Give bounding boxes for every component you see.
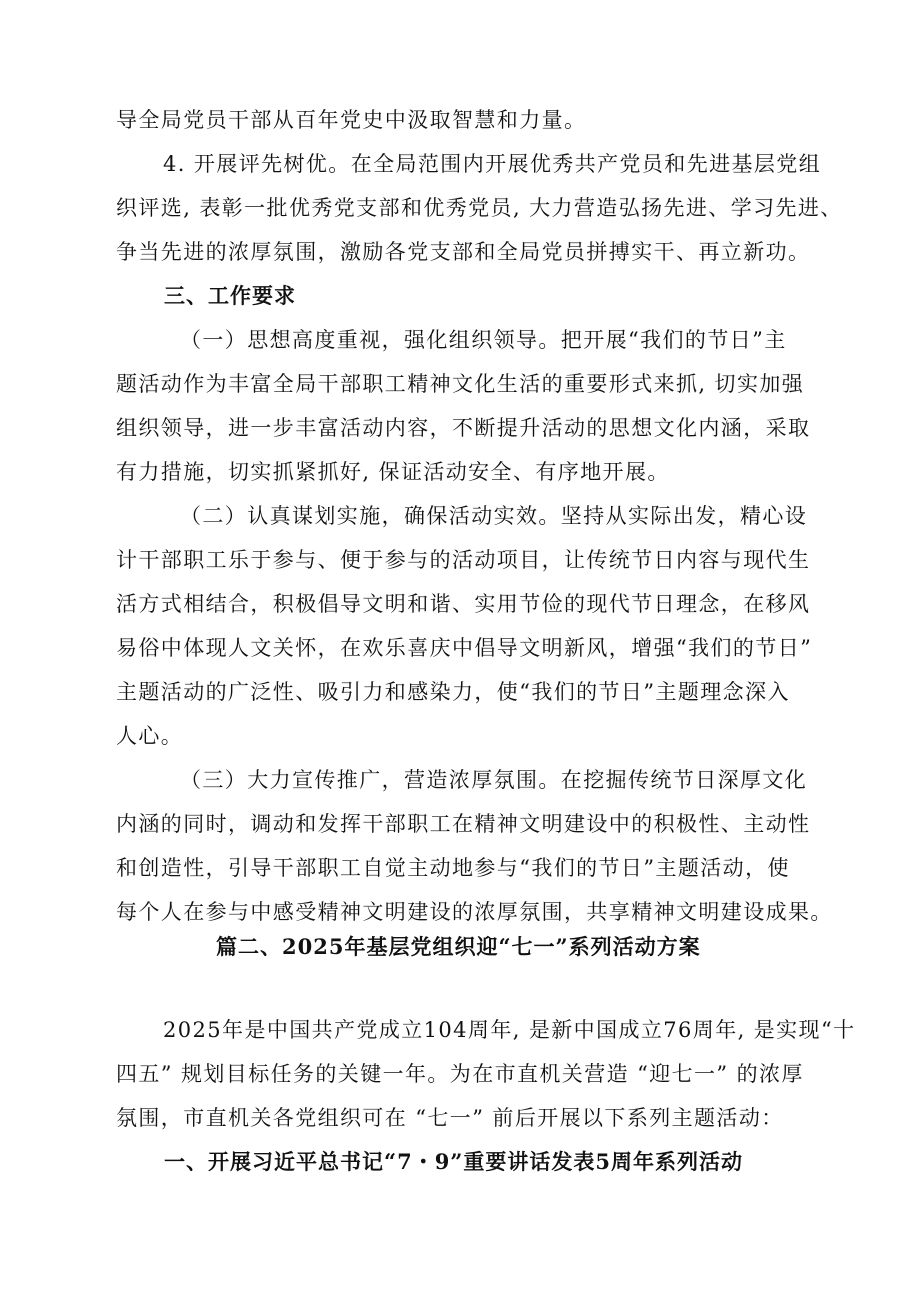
paragraph-line: 氛围，市直机关各党组织可在 “七一” 前后开展以下系列主题活动： [116, 1106, 784, 1130]
paragraph-line: （一）思想高度重视，强化组织领导。把开展“我们的节日”主 [180, 328, 787, 352]
paragraph-line: 织评选, 表彰一批优秀党支部和优秀党员, 大力营造弘扬先进、学习先进、 [116, 196, 843, 220]
paragraph-line: （二）认真谋划实施，确保活动实效。坚持从实际出发，精心设 [180, 504, 808, 528]
paragraph-line: 易俗中体现人文关怀，在欢乐喜庆中倡导文明新风，增强“我们的节日” [116, 636, 813, 660]
paragraph-line: 主题活动的广泛性、吸引力和感染力，使“我们的节日”主题理念深入 [116, 680, 790, 704]
paragraph-line: （三）大力宣传推广，营造浓厚氛围。在挖掘传统节日深厚文化 [180, 768, 808, 792]
paragraph-line: 四五” 规划目标任务的关键一年。为在市直机关营造 “迎七一” 的浓厚 [116, 1062, 804, 1086]
paragraph-line: 每个人在参与中感受精神文明建设的浓厚氛围，共享精神文明建设成果。 [116, 900, 833, 924]
paragraph-line: 和创造性，引导干部职工自觉主动地参与“我们的节日”主题活动，使 [116, 856, 790, 880]
paragraph-line: 有力措施，切实抓紧抓好, 保证活动安全、有序地开展。 [116, 460, 670, 484]
paragraph-line: 4. 开展评先树优。在全局范围内开展优秀共产党员和先进基层党组 [163, 152, 822, 176]
paragraph-line: 计干部职工乐于参与、便于参与的活动项目，让传统节日内容与现代生 [116, 548, 811, 572]
paragraph-line: 人心。 [116, 724, 184, 748]
section-heading: 三、工作要求 [164, 283, 296, 308]
paragraph-line: 争当先进的浓厚氛围，激励各党支部和全局党员拼搏实干、再立新功。 [116, 240, 811, 264]
paragraph-line: 导全局党员干部从百年党史中汲取智慧和力量。 [116, 108, 587, 132]
paragraph-line: 2025年是中国共产党成立104周年, 是新中国成立76周年, 是实现“十 [163, 1018, 856, 1042]
paragraph-line: 组织领导，进一步丰富活动内容，不断提升活动的思想文化内涵，采取 [116, 416, 811, 440]
paragraph-line: 内涵的同时，调动和发挥干部职工在精神文明建设中的积极性、主动性 [116, 812, 811, 836]
section-heading: 一、开展习近平总书记“7・9”重要讲话发表5周年系列活动 [164, 1149, 743, 1174]
article-title: 篇二、2025年基层党组织迎“七一”系列活动方案 [216, 934, 701, 959]
paragraph-line: 题活动作为丰富全局干部职工精神文化生活的重要形式来抓, 切实加强 [116, 372, 805, 396]
paragraph-line: 活方式相结合，积极倡导文明和谐、实用节俭的现代节日理念，在移风 [116, 592, 811, 616]
